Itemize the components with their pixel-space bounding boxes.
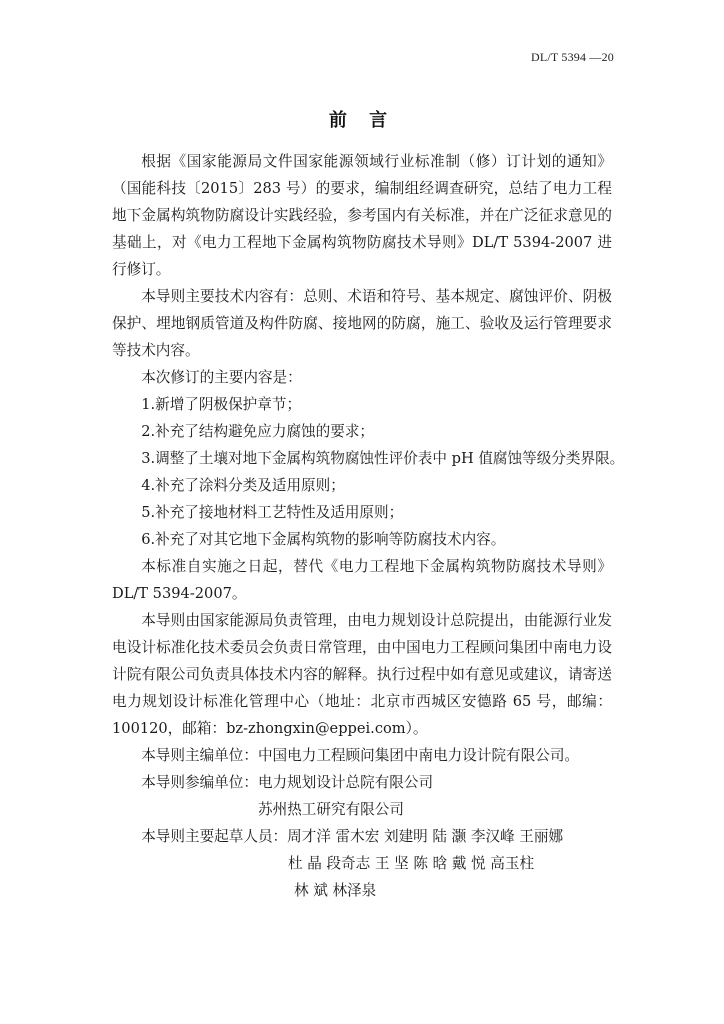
list-item: 4.补充了涂料分类及适用原则； <box>141 477 345 494</box>
paragraph-main-content: 本导则主要技术内容有：总则、术语和符号、基本规定、腐蚀评价、阴极保护、埋地钢质管道及构件防腐、接地网的防腐，施工、验收及运行管理要求等技术内容。 <box>112 288 612 359</box>
paragraph-replacement: 本标准自实施之日起，替代《电力工程地下金属构筑物防腐技术导则》DL/T 5394-2007。 <box>112 558 612 602</box>
participating-unit-row <box>112 769 612 796</box>
paragraph-management: 本导则由国家能源局负责管理，由电力规划设计总院提出，由能源行业发电设计标准化技术委员会负责日常管理，由中国电力工程顾问集团中南电力设计院有限公司负责具体技术内容的解释。执行过程中如有意见或建议，请寄送电力规划设计标准化管理中心（地址：北京市西城区安德路 65 号，邮编：100120，邮箱：bz-zhongxin@eppei.com）。 <box>112 612 612 737</box>
drafters-label: 本导则主要起草人员： <box>141 828 288 845</box>
page-title: 前 言 <box>328 110 396 131</box>
list-item: 2.补充了结构避免应力腐蚀的要求； <box>141 423 375 440</box>
chief-unit-label: 本导则主编单位： <box>141 747 258 764</box>
paragraph-revision-intro: 本次修订的主要内容是： <box>141 369 302 386</box>
drafters-names: 林 斌 林泽泉 <box>294 882 377 899</box>
chief-unit-row <box>112 742 612 769</box>
list-item: 3.调整了土壤对地下金属构筑物腐蚀性评价表中 pH 值腐蚀等级分类界限。 <box>141 450 625 467</box>
participating-unit-name: 电力规划设计总院有限公司 <box>257 774 434 791</box>
participating-unit-name: 苏州热工研究有限公司 <box>258 801 404 818</box>
drafters-names: 杜 晶 段奇志 王 坚 陈 晗 戴 悦 高玉柱 <box>288 855 535 872</box>
list-item: 1.新增了阴极保护章节； <box>141 396 302 413</box>
list-item: 5.补充了接地材料工艺特性及适用原则； <box>141 504 404 521</box>
drafters-names: 周才洋 雷木宏 刘建明 陆 灏 李汉峰 王丽娜 <box>287 828 564 845</box>
participating-unit-label: 本导则参编单位： <box>141 774 258 791</box>
standard-code-header: DL/T 5394 —20 <box>530 50 614 64</box>
drafters-row <box>112 823 612 850</box>
paragraph-basis: 根据《国家能源局文件国家能源领域行业标准制（修）订计划的通知》（国能科技〔2015〕283 号）的要求，编制组经调查研究，总结了电力工程地下金属构筑物防腐设计实践经验，参考国内有关标准，并在广泛征求意见的基础上，对《电力工程地下金属构筑物防腐技术导则》DL/T 5394-2007 进行修订。 <box>112 153 612 278</box>
chief-unit-name: 中国电力工程顾问集团中南电力设计院有限公司。 <box>257 747 580 764</box>
document-body <box>112 148 625 904</box>
list-item: 6.补充了对其它地下金属构筑物的影响等防腐技术内容。 <box>141 531 506 548</box>
